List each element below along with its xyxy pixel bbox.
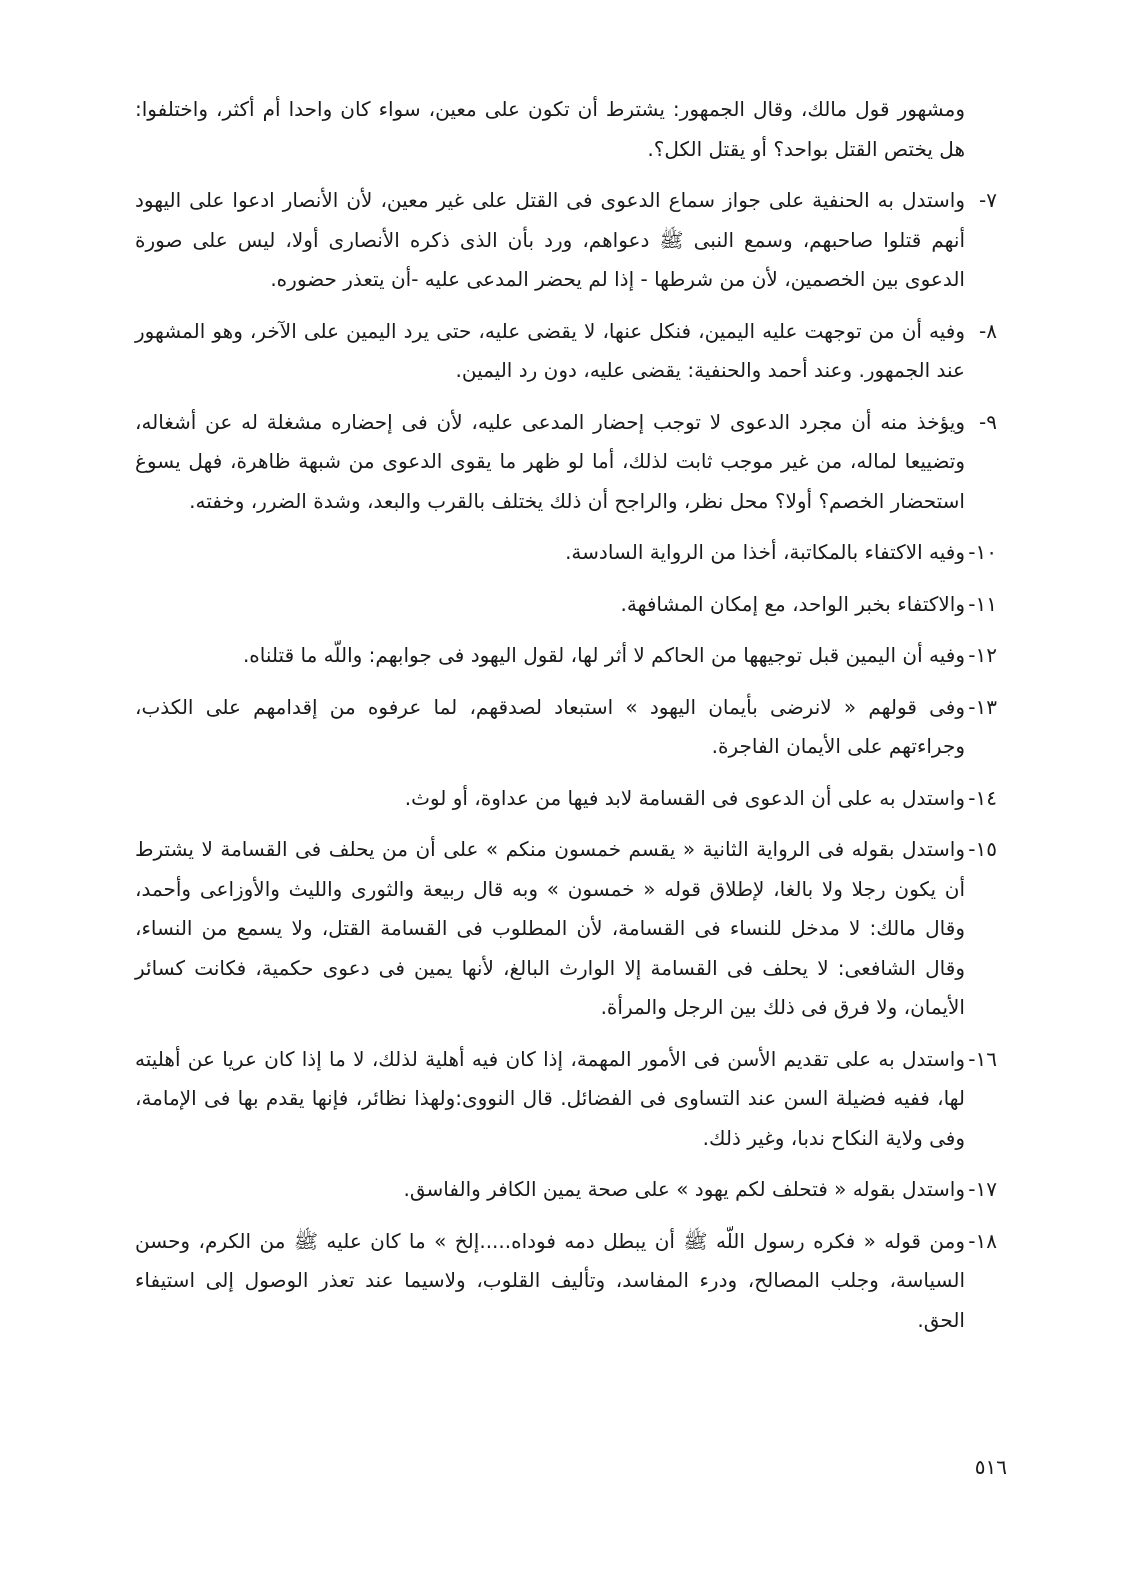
- page-body: [135, 90, 997, 1352]
- paragraph-number: ١٨-: [968, 1228, 997, 1253]
- paragraph-number: ١٢-: [968, 643, 997, 667]
- numbered-paragraph: [135, 585, 997, 625]
- paragraph-number: ١٦-: [968, 1046, 997, 1071]
- paragraph-number: ١٥-: [968, 837, 997, 861]
- paragraph-number: ١٠-: [968, 540, 997, 564]
- paragraph-text: وفيه الاكتفاء بالمكاتبة، أخذا من الرواية السادسة.: [565, 540, 965, 564]
- numbered-paragraph: [135, 830, 997, 1028]
- paragraph-text: واستدل به على أن الدعوى فى القسامة لابد فيها من عداوة، أو لوث.: [404, 785, 965, 810]
- numbered-paragraph: [135, 779, 997, 819]
- paragraph-text: والاكتفاء بخبر الواحد، مع إمكان المشافهة.: [620, 591, 965, 616]
- paragraph-text: واستدل بقوله فى الرواية الثانية « يقسم خمسون منكم » على أن من يحلف فى القسامة لا يشترط أن يكون رجلا ولا بالغا، لإطلاق قوله « خمسون » وبه قال ربيعة والثورى والليث والأوزاعى وأحمد، وقال مالك: لا مدخل للنساء فى القسامة، لأن المطلوب فى القسامة القتل، ولا يسمع من النساء، وقال الشافعى: لا يحلف فى القسامة إلا الوارث البالغ، لأنها يمين فى دعوى حكمية، فكانت كسائر الأيمان، ولا فرق فى ذلك بين الرجل والمرأة.: [135, 837, 965, 1019]
- paragraph-number: ١١-: [968, 591, 997, 616]
- paragraph-text: وفى قولهم « لانرضى بأيمان اليهود » استبعاد لصدقهم، لما عرفوه من إقدامهم على الكذب، وجراءتهم على الأيمان الفاجرة.: [135, 694, 965, 758]
- numbered-paragraph: [135, 181, 997, 300]
- paragraph-number: ٧-: [979, 188, 997, 212]
- paragraph-number: ٩-: [979, 409, 997, 434]
- paragraph-number: ١٧-: [968, 1177, 997, 1201]
- paragraph-text: ومن قوله « فكره رسول اللّه ﷺ أن يبطل دمه فوداه.....إلخ » ما كان عليه ﷺ من الكرم، وحسن السياسة، وجلب المصالح، ودرء المفاسد، وتأليف القلوب، ولاسيما عند تعذر الوصول إلى استيفاء الحق.: [135, 1228, 965, 1332]
- paragraph-number: ٨-: [979, 318, 997, 343]
- paragraph-text: واستدل به على تقديم الأسن فى الأمور المهمة، إذا كان فيه أهلية لذلك، لا ما إذا كان عريا عن أهليته لها، ففيه فضيلة السن عند التساوى فى الفضائل. قال النووى:ولهذا نظائر، فإنها يقدم بها فى الإمامة، وفى ولاية النكاح ندبا، وغير ذلك.: [135, 1046, 965, 1150]
- paragraph-text: وفيه أن من توجهت عليه اليمين، فنكل عنها، لا يقضى عليه، حتى يرد اليمين على الآخر، وهو المشهور عند الجمهور. وعند أحمد والحنفية: يقضى عليه، دون رد اليمين.: [135, 318, 965, 382]
- paragraph-text: واستدل بقوله « فتحلف لكم يهود » على صحة يمين الكافر والفاسق.: [403, 1177, 965, 1201]
- paragraph-number: ١٤-: [968, 785, 997, 810]
- paragraph-text: ويؤخذ منه أن مجرد الدعوى لا توجب إحضار المدعى عليه، لأن فى إحضاره مشغلة له عن أشغاله، وتضييعا لماله، من غير موجب ثابت لذلك، أما لو ظهر ما يقوى الدعوى من شبهة ظاهرة، فهل يسوغ استحضار الخصم؟ أولا؟ محل نظر، والراجح أن ذلك يختلف بالقرب والبعد، وشدة الضرر، وخفته.: [135, 409, 965, 513]
- numbered-paragraph: [135, 1040, 997, 1159]
- numbered-paragraph: [135, 1170, 997, 1210]
- numbered-paragraph: [135, 533, 997, 573]
- numbered-paragraph: [135, 312, 997, 391]
- paragraph-text: وفيه أن اليمين قبل توجيهها من الحاكم لا أثر لها، لقول اليهود فى جوابهم: واللّه ما قتلناه.: [242, 643, 965, 667]
- paragraph-number: ١٣-: [968, 694, 997, 719]
- numbered-paragraph: [135, 636, 997, 676]
- paragraph-text: واستدل به الحنفية على جواز سماع الدعوى فى القتل على غير معين، لأن الأنصار ادعوا على اليهود أنهم قتلوا صاحبهم، وسمع النبى ﷺ دعواهم، ورد بأن الذى ذكره الأنصارى أولا، ليس على صورة الدعوى بين الخصمين، لأن من شرطها - إذا لم يحضر المدعى عليه -أن يتعذر حضوره.: [135, 188, 965, 291]
- page-number: ٥١٦: [974, 1455, 1007, 1479]
- intro-paragraph: ومشهور قول مالك، وقال الجمهور: يشترط أن تكون على معين، سواء كان واحدا أم أكثر، واختلفوا: هل يختص القتل بواحد؟ أو يقتل الكل؟.: [135, 97, 965, 161]
- numbered-paragraph: [135, 688, 997, 767]
- numbered-paragraph: [135, 403, 997, 522]
- numbered-paragraph: [135, 1222, 997, 1341]
